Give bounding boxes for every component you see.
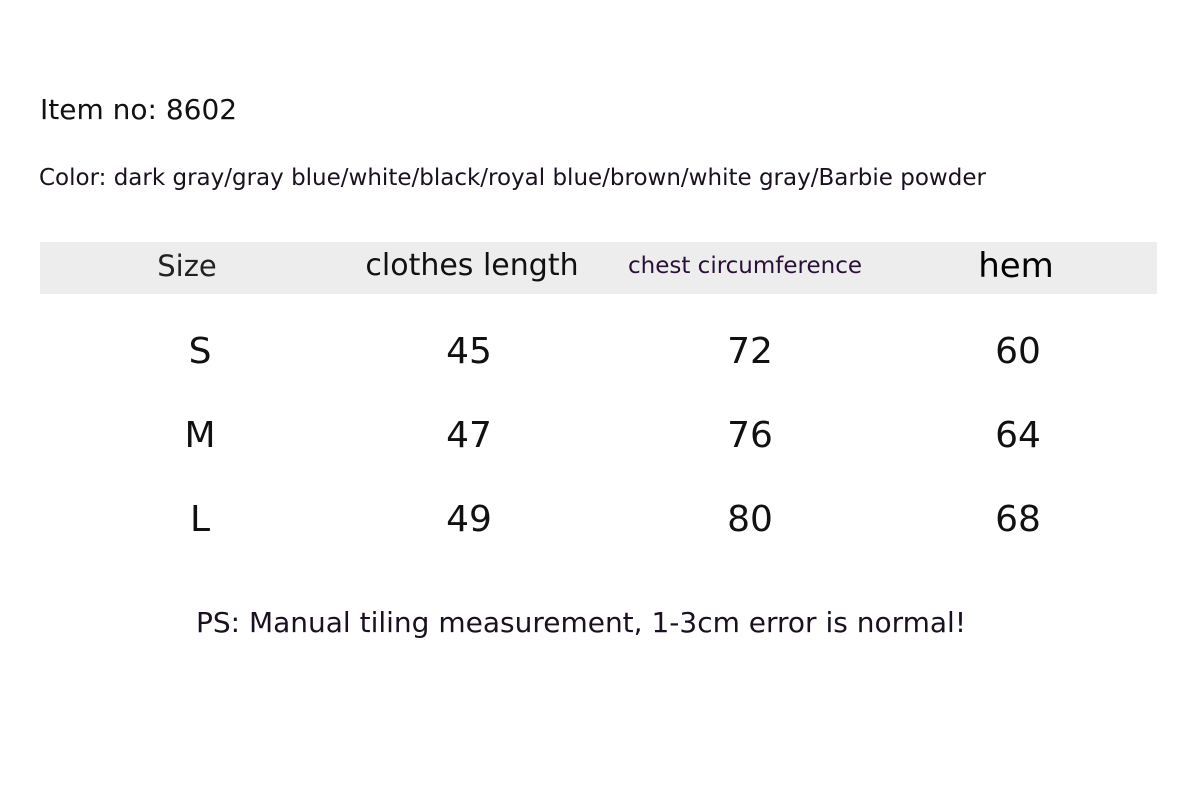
chest-cell: 72 <box>727 331 773 372</box>
size-cell: L <box>189 499 211 540</box>
measurement-note: PS: Manual tiling measurement, 1-3cm error is normal! <box>195 606 967 639</box>
hem-cell: 64 <box>995 415 1041 456</box>
chest-cell: 80 <box>727 499 773 540</box>
header-hem: hem <box>978 246 1054 286</box>
header-clothes-length: clothes length <box>365 248 579 283</box>
size-cell: S <box>188 331 212 372</box>
table-row <box>0 322 1200 382</box>
hem-cell: 68 <box>995 499 1041 540</box>
length-cell: 45 <box>446 331 492 372</box>
table-row <box>0 490 1200 550</box>
length-cell: 49 <box>446 499 492 540</box>
header-chest-circumference: chest circumference <box>627 253 863 279</box>
length-cell: 47 <box>446 415 492 456</box>
table-row <box>0 406 1200 466</box>
color-options-text: Color: dark gray/gray blue/white/black/royal blue/brown/white gray/Barbie powder <box>39 165 986 191</box>
item-number: Item no: 8602 <box>40 93 238 126</box>
header-size: Size <box>157 249 217 283</box>
hem-cell: 60 <box>995 331 1041 372</box>
size-cell: M <box>184 415 216 456</box>
chest-cell: 76 <box>727 415 773 456</box>
